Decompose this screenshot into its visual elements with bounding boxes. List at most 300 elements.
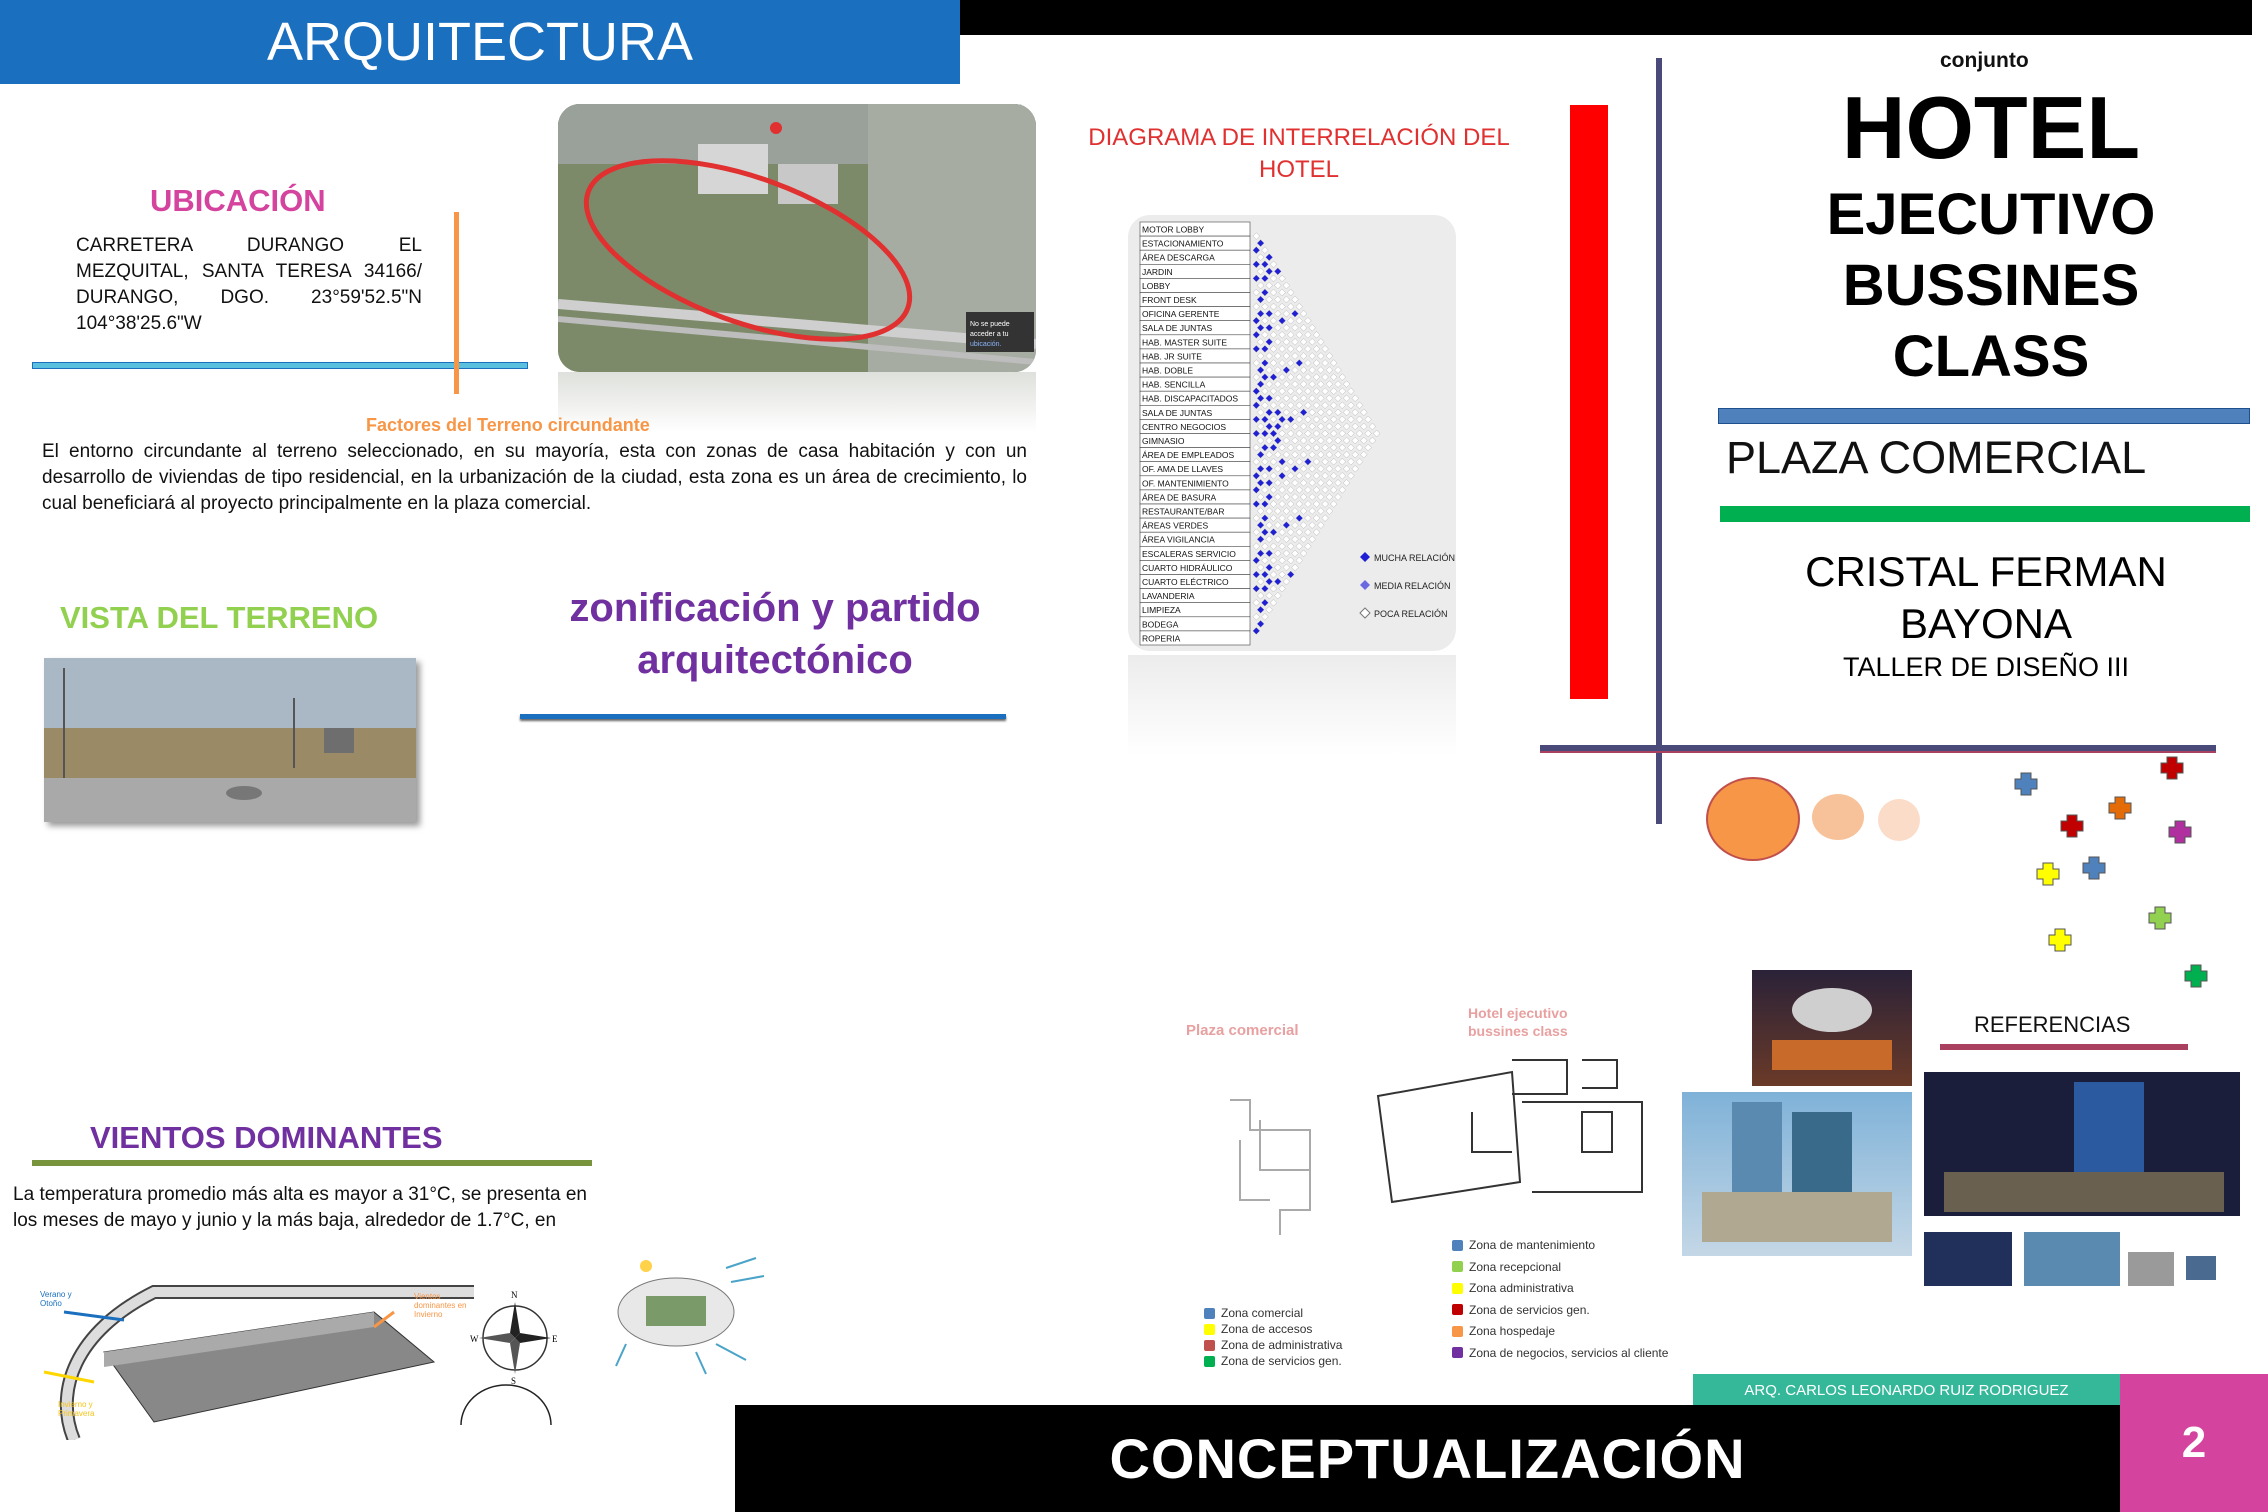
matrix-cell-weak [1266,437,1273,444]
matrix-cell-strong [1262,416,1269,423]
matrix-cell-weak [1287,331,1294,338]
matrix-cell-weak [1283,465,1290,472]
matrix-cell-weak [1309,381,1316,388]
matrix-cell-weak [1292,353,1299,360]
matrix-cell-weak [1274,310,1281,317]
matrix-row-label: HAB. JR SUITE [1142,351,1202,362]
matrix-row-label: LAVANDERIA [1142,591,1195,602]
zone-color-icon [1452,1304,1463,1315]
matrix-cell-strong [1257,240,1264,247]
orange-circle-large [1706,777,1800,861]
page-title: ARQUITECTURA [0,0,960,84]
blue-bar [1718,408,2250,424]
matrix-cell-weak [1356,444,1363,451]
matrix-cell-weak [1348,472,1355,479]
matrix-cell-weak [1296,416,1303,423]
matrix-cell-weak [1253,233,1260,240]
matrix-cell-strong [1266,324,1273,331]
legend-left-label: Zona de servicios gen. [1221,1354,1342,1368]
matrix-cell-weak [1270,501,1277,508]
matrix-cell-weak [1356,402,1363,409]
matrix-cell-weak [1343,465,1350,472]
referencias-heading: REFERENCIAS [1974,1012,2131,1037]
legend-media-icon [1360,580,1370,590]
matrix-cell-weak [1292,522,1299,529]
matrix-cell-weak [1343,395,1350,402]
matrix-cell-weak [1279,501,1286,508]
matrix-cell-weak [1257,494,1264,501]
matrix-cell-weak [1313,472,1320,479]
matrix-cell-weak [1283,324,1290,331]
matrix-cell-strong [1262,515,1269,522]
matrix-cell-weak [1322,515,1329,522]
matrix-row-label: OF. AMA DE LLAVES [1142,464,1224,475]
matrix-cell-weak [1296,331,1303,338]
matrix-cell-weak [1253,360,1260,367]
matrix-cell-strong [1253,557,1260,564]
matrix-row-label: BODEGA [1142,619,1179,630]
matrix-cell-weak [1262,487,1269,494]
matrix-cell-weak [1300,479,1307,486]
matrix-cell-weak [1262,331,1269,338]
course-label: TALLER DE DISEÑO III [1842,652,2130,682]
zone-color-icon [1452,1347,1463,1358]
matrix-cell-weak [1365,430,1372,437]
matrix-cell-strong [1270,374,1277,381]
matrix-cell-weak [1330,416,1337,423]
legend-mucha: MUCHA RELACIÓN [1374,553,1456,563]
matrix-cell-weak [1274,564,1281,571]
bussines-title: BUSSINES [1842,253,2140,318]
matrix-cell-weak [1309,395,1316,402]
matrix-cell-weak [1317,367,1324,374]
matrix-cell-weak [1274,282,1281,289]
matrix-cell-weak [1309,338,1316,345]
matrix-cell-weak [1274,550,1281,557]
matrix-cell-strong [1274,578,1281,585]
matrix-cell-weak [1270,289,1277,296]
matrix-cell-weak [1253,613,1260,620]
legend-right-label: Zona hospedaje [1469,1324,1556,1338]
matrix-cell-weak [1335,423,1342,430]
matrix-cell-weak [1335,395,1342,402]
zone-color-icon [1204,1340,1215,1351]
ejecutivo-title: EJECUTIVO [1826,182,2156,247]
matrix-cell-weak [1274,494,1281,501]
matrix-cell-weak [1270,571,1277,578]
matrix-cell-weak [1313,444,1320,451]
wind-label-primavera: Invierno y Primavera [58,1400,95,1418]
matrix-cell-weak [1300,550,1307,557]
matrix-cell-weak [1300,423,1307,430]
reference-photo-2 [1682,1092,1912,1256]
matrix-cell-weak [1253,374,1260,381]
legend-left-label: Zona de accesos [1221,1322,1313,1336]
matrix-cell-weak [1300,324,1307,331]
plus-icon [2149,907,2171,929]
matrix-cell-weak [1343,381,1350,388]
matrix-cell-strong [1257,395,1264,402]
matrix-cell-weak [1360,423,1367,430]
zone-color-icon [1204,1324,1215,1335]
matrix-cell-weak [1270,261,1277,268]
matrix-cell-weak [1287,557,1294,564]
reference-thumb-1 [1924,1232,2012,1286]
matrix-cell-weak [1322,501,1329,508]
matrix-cell-strong [1253,402,1260,409]
plaza-zone-label: Plaza comercial [1186,1022,1299,1039]
matrix-row-label: OFICINA GERENTE [1142,309,1220,320]
matrix-cell-weak [1270,275,1277,282]
matrix-cell-weak [1313,346,1320,353]
matrix-cell-weak [1305,487,1312,494]
matrix-cell-weak [1356,416,1363,423]
matrix-cell-weak [1300,310,1307,317]
matrix-cell-weak [1283,479,1290,486]
matrix-cell-weak [1326,508,1333,515]
matrix-cell-weak [1287,529,1294,536]
matrix-cell-weak [1330,374,1337,381]
matrix-cell-weak [1300,367,1307,374]
plus-icon [2083,857,2105,879]
matrix-cell-weak [1253,529,1260,536]
matrix-cell-weak [1352,395,1359,402]
matrix-cell-weak [1313,416,1320,423]
compass-s: S [511,1376,517,1386]
matrix-cell-weak [1300,437,1307,444]
matrix-cell-strong [1287,571,1294,578]
matrix-row-label: HAB. DISCAPACITADOS [1142,393,1239,404]
plus-icon [2015,773,2037,795]
matrix-cell-weak [1317,479,1324,486]
matrix-cell-weak [1309,423,1316,430]
matrix-row-label: SALA DE JUNTAS [1142,323,1213,334]
legend-right-label: Zona administrativa [1469,1281,1574,1295]
matrix-cell-weak [1283,395,1290,402]
matrix-row-label: ÁREA VIGILANCIA [1142,534,1215,545]
matrix-cell-weak [1317,353,1324,360]
matrix-cell-weak [1339,416,1346,423]
reference-photo-3 [1924,1072,2240,1216]
matrix-cell-weak [1274,592,1281,599]
matrix-cell-weak [1322,444,1329,451]
matrix-cell-weak [1274,522,1281,529]
matrix-cell-weak [1322,402,1329,409]
matrix-cell-weak [1262,613,1269,620]
matrix-cell-weak [1287,501,1294,508]
matrix-cell-weak [1274,324,1281,331]
green-bar [1720,506,2250,522]
matrix-cell-weak [1270,585,1277,592]
plus-icon [2161,757,2183,779]
matrix-cell-weak [1279,430,1286,437]
matrix-cell-weak [1309,494,1316,501]
matrix-cell-weak [1305,402,1312,409]
plus-icon [2169,821,2191,843]
matrix-cell-weak [1335,367,1342,374]
class-title: CLASS [1892,324,2090,389]
matrix-cell-weak [1253,303,1260,310]
matrix-cell-weak [1326,409,1333,416]
matrix-cell-strong [1305,458,1312,465]
matrix-row-label: GIMNASIO [1142,436,1185,446]
zone-color-icon [1452,1283,1463,1294]
matrix-cell-weak [1270,472,1277,479]
matrix-cell-weak [1326,423,1333,430]
matrix-cell-weak [1339,472,1346,479]
matrix-row-label: HAB. SENCILLA [1142,379,1206,390]
matrix-cell-weak [1292,508,1299,515]
conceptualizacion-title: CONCEPTUALIZACIÓN [735,1405,2120,1512]
matrix-cell-weak [1305,346,1312,353]
matrix-cell-weak [1292,367,1299,374]
matrix-cell-weak [1266,508,1273,515]
decorative-plus-icons [1990,750,2220,1000]
legend-right-item [1452,1281,1574,1295]
matrix-cell-weak [1257,254,1264,261]
matrix-cell-weak [1309,367,1316,374]
matrix-cell-weak [1262,472,1269,479]
matrix-cell-weak [1305,515,1312,522]
matrix-cell-weak [1257,564,1264,571]
matrix-cell-strong [1262,374,1269,381]
matrix-cell-weak [1317,437,1324,444]
matrix-cell-weak [1343,423,1350,430]
matrix-cell-weak [1322,374,1329,381]
matrix-cell-weak [1305,374,1312,381]
matrix-row-label: ROPERIA [1142,633,1181,644]
matrix-row-label: LIMPIEZA [1142,605,1181,616]
matrix-cell-weak [1292,550,1299,557]
matrix-cell-weak [1257,409,1264,416]
matrix-cell-weak [1348,458,1355,465]
matrix-cell-weak [1339,430,1346,437]
matrix-cell-strong [1253,628,1260,635]
matrix-cell-weak [1274,465,1281,472]
sun-path-arc [456,1380,556,1430]
matrix-cell-weak [1296,317,1303,324]
matrix-cell-strong [1266,479,1273,486]
matrix-cell-weak [1296,543,1303,550]
matrix-cell-weak [1296,529,1303,536]
matrix-cell-weak [1322,487,1329,494]
zone-color-icon [1452,1240,1463,1251]
matrix-row-label: LOBBY [1142,280,1171,291]
matrix-cell-weak [1335,451,1342,458]
page-number: 2 [2120,1374,2268,1512]
matrix-cell-weak [1279,402,1286,409]
referencias-underline [1940,1044,2188,1050]
matrix-cell-strong [1296,515,1303,522]
matrix-cell-weak [1279,360,1286,367]
matrix-cell-weak [1330,402,1337,409]
matrix-cell-weak [1322,388,1329,395]
hotel-zone-label: Hotel ejecutivo bussines class [1468,1005,1568,1039]
matrix-cell-weak [1309,353,1316,360]
matrix-cell-weak [1305,360,1312,367]
matrix-cell-weak [1300,522,1307,529]
matrix-cell-strong [1257,451,1264,458]
matrix-cell-weak [1296,374,1303,381]
author-line1: CRISTAL FERMAN [1805,548,2167,595]
matrix-cell-weak [1292,395,1299,402]
matrix-cell-weak [1300,494,1307,501]
matrix-cell-weak [1317,338,1324,345]
matrix-cell-weak [1266,522,1273,529]
matrix-cell-weak [1283,550,1290,557]
matrix-cell-weak [1365,444,1372,451]
matrix-cell-weak [1339,487,1346,494]
matrix-cell-weak [1270,388,1277,395]
matrix-cell-weak [1274,296,1281,303]
plus-icon [2049,929,2071,951]
matrix-cell-strong [1262,585,1269,592]
matrix-cell-weak [1348,402,1355,409]
vientos-underline [32,1160,592,1166]
matrix-cell-weak [1253,515,1260,522]
matrix-cell-weak [1313,458,1320,465]
legend-left-item [1204,1338,1342,1352]
matrix-row-label: CENTRO NEGOCIOS [1142,421,1227,432]
matrix-cell-weak [1283,508,1290,515]
matrix-cell-weak [1356,430,1363,437]
matrix-cell-weak [1309,479,1316,486]
matrix-cell-strong [1270,430,1277,437]
matrix-row-label: ÁREA DESCARGA [1142,252,1215,263]
matrix-cell-weak [1313,515,1320,522]
matrix-cell-weak [1292,381,1299,388]
matrix-cell-weak [1287,472,1294,479]
matrix-cell-strong [1253,416,1260,423]
matrix-cell-weak [1296,472,1303,479]
reference-thumb-2 [2024,1232,2120,1286]
matrix-cell-weak [1274,479,1281,486]
matrix-cell-weak [1257,437,1264,444]
matrix-cell-weak [1266,381,1273,388]
matrix-cell-weak [1279,275,1286,282]
matrix-cell-weak [1369,423,1376,430]
matrix-cell-weak [1262,388,1269,395]
matrix-cell-weak [1279,444,1286,451]
matrix-cell-weak [1257,282,1264,289]
matrix-cell-weak [1305,331,1312,338]
matrix-cell-weak [1330,487,1337,494]
matrix-cell-strong [1257,550,1264,557]
matrix-cell-weak [1300,536,1307,543]
matrix-cell-strong [1266,494,1273,501]
matrix-cell-weak [1348,416,1355,423]
matrix-row-label: HAB. DOBLE [1142,365,1194,376]
matrix-cell-weak [1322,472,1329,479]
matrix-cell-weak [1339,458,1346,465]
zone-color-icon [1204,1356,1215,1367]
matrix-cell-weak [1360,451,1367,458]
matrix-cell-strong [1262,599,1269,606]
matrix-cell-weak [1352,451,1359,458]
matrix-cell-strong [1266,268,1273,275]
zone-color-icon [1452,1261,1463,1272]
matrix-cell-weak [1253,289,1260,296]
matrix-cell-weak [1266,536,1273,543]
matrix-cell-weak [1317,395,1324,402]
matrix-cell-weak [1305,543,1312,550]
matrix-cell-weak [1309,508,1316,515]
matrix-cell-strong [1257,367,1264,374]
matrix-cell-weak [1287,543,1294,550]
matrix-cell-strong [1253,571,1260,578]
hotel-zoning-sketch [1372,1052,1662,1212]
matrix-cell-weak [1373,430,1380,437]
matrix-cell-weak [1313,501,1320,508]
legend-right-item [1452,1346,1668,1360]
matrix-row-label: CUARTO HIDRÁULICO [1142,562,1233,573]
matrix-cell-weak [1305,472,1312,479]
matrix-cell-weak [1296,444,1303,451]
legend-left-item [1204,1354,1342,1368]
matrix-cell-strong [1274,409,1281,416]
matrix-cell-weak [1266,282,1273,289]
matrix-cell-weak [1279,571,1286,578]
matrix-cell-strong [1287,416,1294,423]
matrix-cell-strong [1270,444,1277,451]
matrix-cell-weak [1309,324,1316,331]
matrix-cell-strong [1279,472,1286,479]
matrix-cell-weak [1317,381,1324,388]
matrix-cell-weak [1279,487,1286,494]
matrix-cell-weak [1279,585,1286,592]
legend-left-item [1204,1306,1303,1320]
matrix-row-label: ÁREAS VERDES [1142,520,1209,531]
interrelation-matrix [1128,215,1456,651]
matrix-cell-weak [1296,303,1303,310]
matrix-cell-weak [1292,451,1299,458]
matrix-cell-weak [1326,451,1333,458]
legend-right-label: Zona de negocios, servicios al cliente [1469,1345,1669,1360]
red-vertical-bar [1570,105,1608,699]
matrix-cell-weak [1287,487,1294,494]
matrix-cell-weak [1262,458,1269,465]
matrix-cell-weak [1309,451,1316,458]
matrix-row-label: SALA DE JUNTAS [1142,407,1213,418]
matrix-cell-strong [1274,437,1281,444]
matrix-cell-weak [1339,388,1346,395]
matrix-cell-strong [1257,310,1264,317]
matrix-cell-weak [1257,353,1264,360]
matrix-cell-weak [1257,338,1264,345]
matrix-cell-weak [1270,346,1277,353]
matrix-cell-strong [1262,501,1269,508]
matrix-cell-weak [1330,360,1337,367]
vientos-heading: VIENTOS DOMINANTES [90,1120,443,1155]
matrix-cell-weak [1253,543,1260,550]
matrix-cell-strong [1266,338,1273,345]
matrix-cell-strong [1266,310,1273,317]
matrix-cell-weak [1313,402,1320,409]
matrix-cell-strong [1262,430,1269,437]
matrix-cell-strong [1262,360,1269,367]
matrix-cell-weak [1283,536,1290,543]
matrix-cell-strong [1257,465,1264,472]
matrix-cell-weak [1292,296,1299,303]
matrix-cell-weak [1292,409,1299,416]
matrix-cell-weak [1270,599,1277,606]
matrix-cell-weak [1270,331,1277,338]
matrix-cell-weak [1283,310,1290,317]
matrix-cell-weak [1330,501,1337,508]
matrix-cell-weak [1317,451,1324,458]
matrix-cell-weak [1270,317,1277,324]
matrix-cell-weak [1287,360,1294,367]
